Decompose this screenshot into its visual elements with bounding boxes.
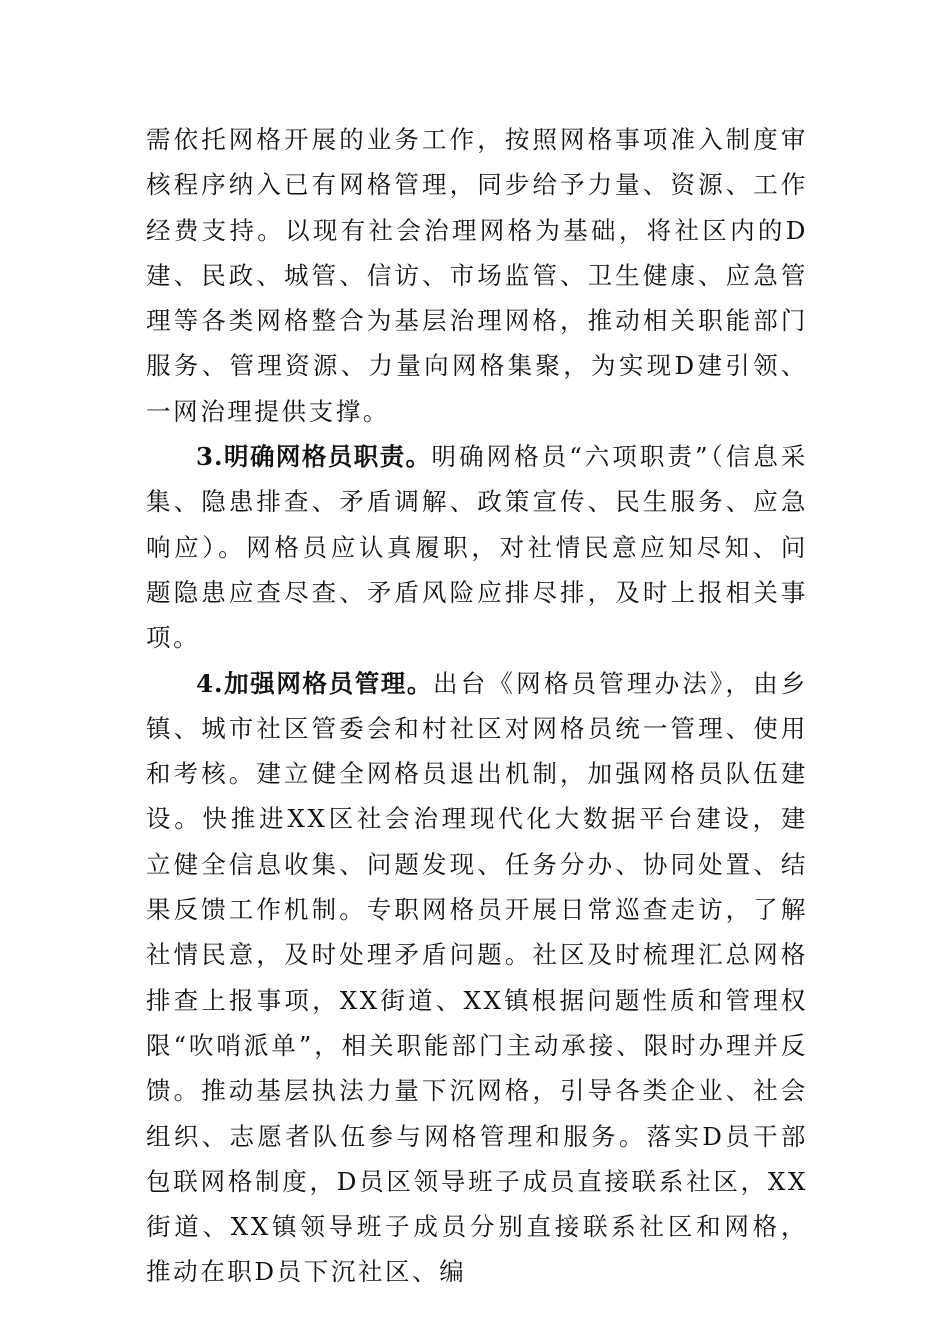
paragraph-heading: 4.加强网格员管理。 [196,668,434,698]
paragraph-heading: 3.明确网格员职责。 [196,442,432,472]
paragraph-grid-worker-duties [146,434,808,660]
paragraph-body: 出台《网格员管理办法》，由乡镇、城市社区管委会和村社区对网格员统一管理、使用和考核。建立健全网格员退出机制，加强网格员队伍建设。快推进XX区社会治理现代化大数据平台建设，建立健全信息收集、问题发现、任务分办、协同处置、结果反馈工作机制。专职网格员开展日常巡查走访，了解社情民意，及时处理矛盾问题。社区及时梳理汇总网格排查上报事项，XX街道、XX镇根据问题性质和管理权限“吹哨派单”，相关职能部门主动承接、限时办理并反馈。推动基层执法力量下沉网格，引导各类企业、社会组织、志愿者队伍参与网格管理和服务。落实D员干部包联网格制度，D员区领导班子成员直接联系社区，XX街道、XX镇领导班子成员分别直接联系社区和网格，推动在职D员下沉社区、编 [146,668,809,1287]
paragraph-body: 明确网格员“六项职责”（信息采集、隐患排查、矛盾调解、政策宣传、民生服务、应急响应）。网格员应认真履职，对社情民意应知尽知、问题隐患应查尽查、矛盾风险应排尽排，及时上报相关事项。 [146,442,808,653]
paragraph-grid-worker-management [146,661,808,1295]
document-body [146,117,808,1295]
paragraph-grid-integration [146,117,808,434]
paragraph-body: 需依托网格开展的业务工作，按照网格事项准入制度审核程序纳入已有网格管理，同步给予力量、资源、工作经费支持。以现有社会治理网格为基础，将社区内的D建、民政、城管、信访、市场监管、卫生健康、应急管理等各类网格整合为基层治理网格，推动相关职能部门服务、管理资源、力量向网格集聚，为实现D建引领、一网治理提供支撑。 [146,125,808,426]
